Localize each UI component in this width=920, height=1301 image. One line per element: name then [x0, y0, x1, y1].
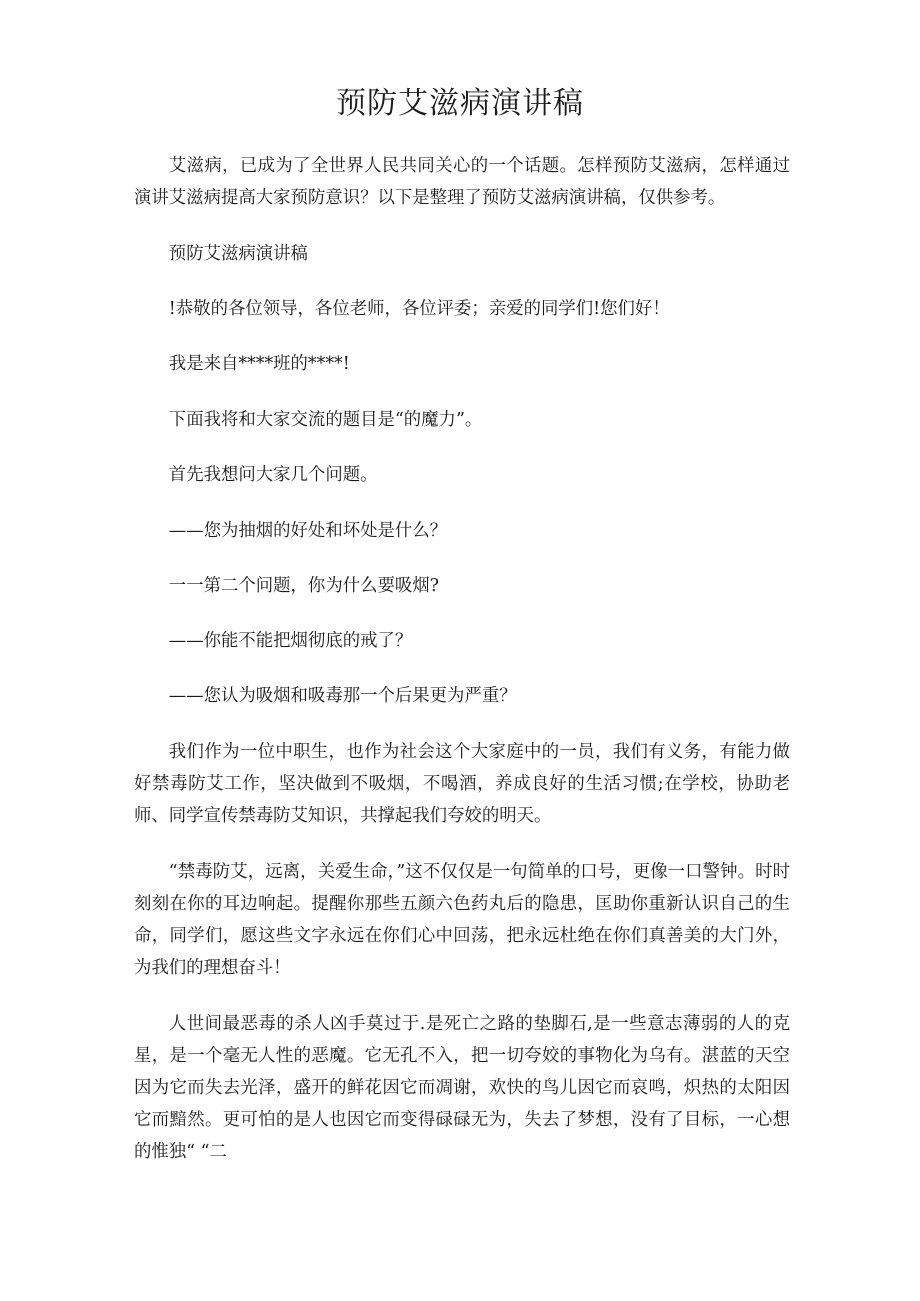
question-line: 一一第二个问题，你为什么要吸烟?: [168, 576, 439, 596]
slogan-paragraph: “禁毒防艾，远离，关爱生命，”这不仅仅是一句简单的口号，更像一口警钟。时时刻刻在你的耳边响起。提醒你那些五颜六色药丸后的隐患，匡助你重新认识自己的生命，同学们，愿这些文字永远在你们心中回荡，把永远杜绝在你们真善美的大门外，为我们的理想奋斗！: [134, 862, 790, 978]
question-line: ——您认为吸烟和吸毒那一个后果更为严重？: [168, 686, 517, 706]
intro-paragraph: 艾滋病，已成为了全世界人民共同关心的一个话题。怎样预防艾滋病，怎样通过演讲艾滋病提高大家预防意识？以下是整理了预防艾滋病演讲稿，仅供参考。: [134, 156, 790, 208]
greeting-line: !恭敬的各位领导，各位老师，各位评委；亲爱的同学们!您们好！: [168, 299, 670, 319]
question-line: ——您为抽烟的好处和坏处是什么？: [168, 521, 448, 541]
self-intro-line: 我是来自****班的****!: [168, 354, 350, 374]
killer-paragraph: 人世间最恶毒的杀人凶手莫过于.是死亡之路的垫脚石,是一些意志薄弱的人的克星，是一个毫无人性的恶魔。它无孔不入，把一切夸姣的事物化为乌有。湛蓝的天空因为它而失去光泽，盛开的鲜花因它而凋谢，欢快的鸟儿因它而哀鸣，炽热的太阳因它而黯然。更可怕的是人也因它而变得碌碌无为，失去了梦想，没有了目标，一心想的惟独“ “二: [134, 1014, 790, 1162]
question-line: ——你能不能把烟彻底的戒了？: [168, 631, 413, 651]
duty-paragraph: 我们作为一位中职生，也作为社会这个大家庭中的一员，我们有义务，有能力做好禁毒防艾工作，坚决做到不吸烟，不喝酒，养成良好的生活习惯;在学校，协助老师、同学宣传禁毒防艾知识，共撑起我们夸姣的明天。: [134, 742, 790, 826]
speech-subtitle: 预防艾滋病演讲稿: [168, 244, 308, 264]
document-body: [134, 150, 790, 1168]
topic-line: 下面我将和大家交流的题目是“的魔力”。: [168, 410, 483, 430]
question-intro-line: 首先我想问大家几个问题。: [168, 465, 378, 485]
page-title: 预防艾滋病演讲稿: [336, 86, 584, 121]
